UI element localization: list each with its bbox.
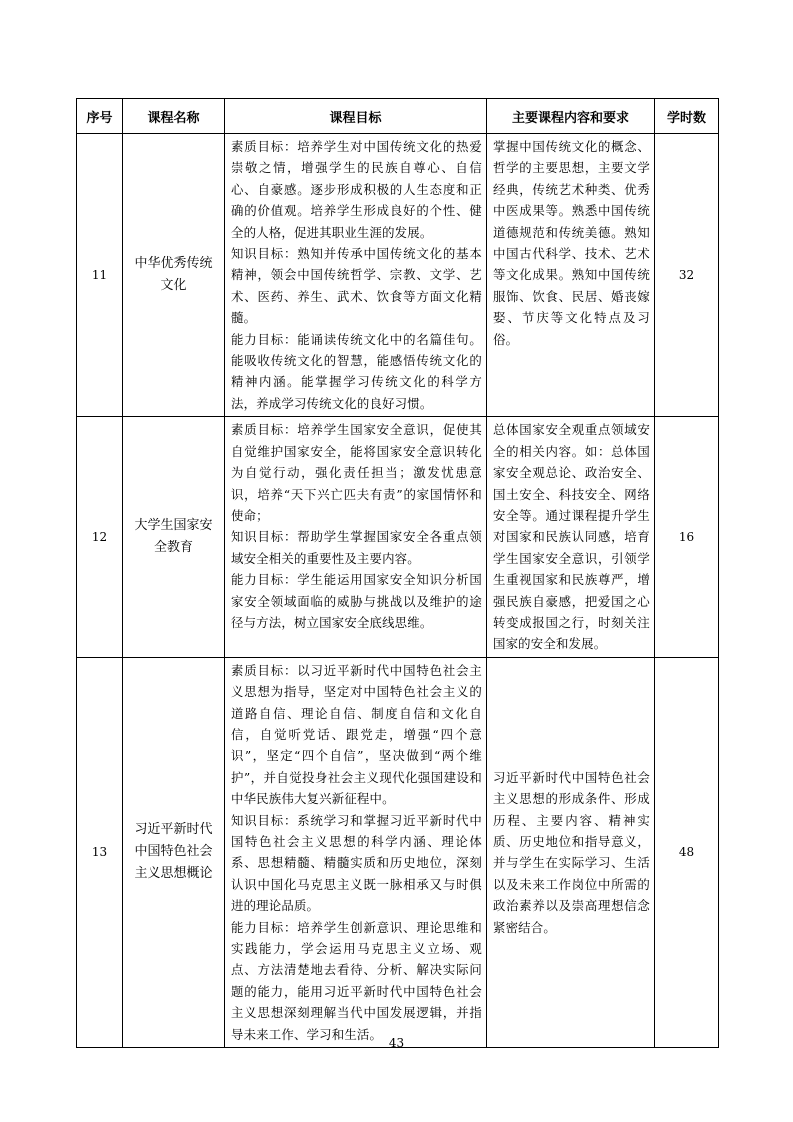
knowledge-goal: 知识目标：系统学习和掌握习近平新时代中国特色社会主义思想的科学内涵、理论体系、思想精髓、精髓实质和历史地位，深刻认识中国化马克思主义既一脉相承又与时俱进的理论品质。	[231, 812, 482, 914]
table-row	[77, 134, 719, 417]
knowledge-goal: 知识目标：帮助学生掌握国家安全各重点领域安全相关的重要性及主要内容。	[231, 529, 482, 566]
ability-goal: 能力目标：能诵读传统文化中的名篇佳句。能吸收传统文化的智慧，能感悟传统文化的精神内涵。能掌握学习传统文化的科学方法，养成学习传统文化的良好习惯。	[231, 331, 482, 411]
header-hours: 学时数	[655, 99, 719, 134]
header-course-content: 主要课程内容和要求	[487, 99, 655, 134]
page-number: 43	[388, 1036, 405, 1050]
row-hours: 32	[655, 134, 719, 417]
row-course-content: 习近平新时代中国特色社会主义思想的形成条件、形成历程、主要内容、精神实质、历史地位和指导意义，并与学生在实际学习、生活以及未来工作岗位中所需的政治素养以及崇高理想信念紧密结合。	[487, 657, 655, 1047]
row-course-goals	[225, 657, 487, 1047]
row-index: 12	[77, 417, 123, 657]
row-hours: 48	[655, 657, 719, 1047]
ability-goal: 能力目标：学生能运用国家安全知识分析国家安全领域面临的威胁与挑战以及维护的途径与方法，树立国家安全底线思维。	[231, 572, 482, 630]
table-row	[77, 417, 719, 657]
row-course-content: 总体国家安全观重点领域安全的相关内容。如：总体国家安全观总论、政治安全、国土安全、科技安全、网络安全等。通过课程提升学生对国家和民族认同感，培育学生国家安全意识，引领学生重视国家和民族尊严，增强民族自豪感，把爱国之心转变成报国之行，时刻关注国家的安全和发展。	[487, 417, 655, 657]
row-course-content: 掌握中国传统文化的概念、哲学的主要思想，主要文学经典，传统艺术种类、优秀中医成果等。熟悉中国传统道德规范和传统美德。熟知中国古代科学、技术、艺术等文化成果。熟知中国传统服饰、饮食、民居、婚丧嫁娶、节庆等文化特点及习俗。	[487, 134, 655, 417]
row-course-goals	[225, 134, 487, 417]
row-hours: 16	[655, 417, 719, 657]
header-course-name: 课程名称	[123, 99, 225, 134]
header-index: 序号	[77, 99, 123, 134]
row-course-name: 习近平新时代中国特色社会主义思想概论	[123, 657, 225, 1047]
quality-goal: 素质目标：培养学生对中国传统文化的热爱崇敬之情，增强学生的民族自尊心、自信心、自豪感。逐步形成积极的人生态度和正确的价值观。培养学生形成良好的个性、健全的人格，促进其职业生涯的发展。	[231, 139, 482, 240]
table-header-row	[77, 99, 719, 134]
ability-goal: 能力目标：培养学生创新意识、理论思维和实践能力，学会运用马克思主义立场、观点、方法清楚地去看待、分析、解决实际问题的能力，能用习近平新时代中国特色社会主义思想深刻理解当代中国发展逻辑，并指导未来工作、学习和生活。	[231, 919, 482, 1042]
quality-goal: 素质目标：以习近平新时代中国特色社会主义思想为指导，坚定对中国特色社会主义的道路自信、理论自信、制度自信和文化自信，自觉听党话、跟党走，增强“四个意识”，坚定“四个自信”，坚决做到“两个维护”，并自觉投身社会主义现代化强国建设和中华民族伟大复兴新征程中。	[231, 662, 482, 807]
row-course-name: 大学生国家安全教育	[123, 417, 225, 657]
table-row	[77, 657, 719, 1047]
row-index: 13	[77, 657, 123, 1047]
row-index: 11	[77, 134, 123, 417]
knowledge-goal: 知识目标：熟知并传承中国传统文化的基本精神，领会中国传统哲学、宗教、文学、艺术、医药、养生、武术、饮食等方面文化精髓。	[231, 246, 482, 326]
row-course-name: 中华优秀传统文化	[123, 134, 225, 417]
row-course-goals	[225, 417, 487, 657]
quality-goal: 素质目标：培养学生国家安全意识，促使其自觉维护国家安全，能将国家安全意识转化为自觉行动，强化责任担当；激发忧患意识，培养“天下兴亡匹夫有责”的家国情怀和使命；	[231, 422, 482, 523]
header-course-goals: 课程目标	[225, 99, 487, 134]
course-table	[76, 98, 719, 1048]
